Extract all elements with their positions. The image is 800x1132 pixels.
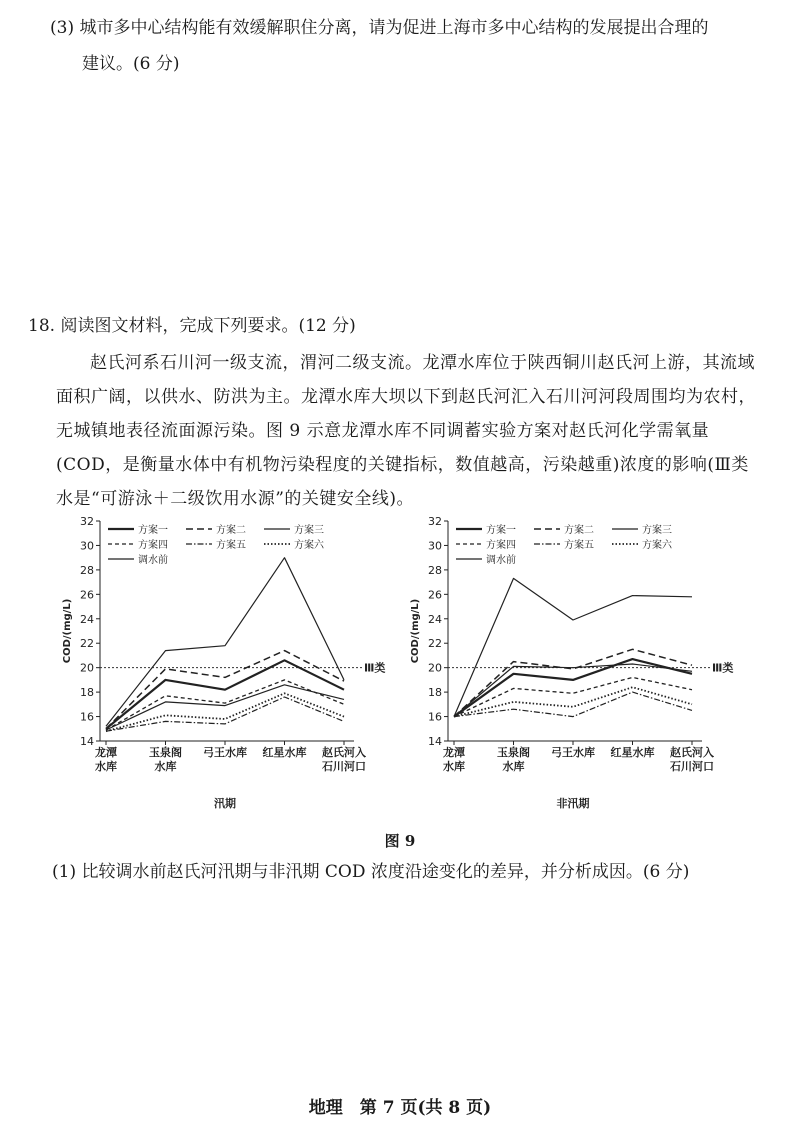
x-tick-label: 水库 [443, 760, 465, 773]
series-line [454, 692, 692, 717]
x-axis-label: 汛期 [214, 797, 236, 810]
legend-label: 方案五 [216, 540, 246, 551]
y-tick-label: 14 [80, 735, 94, 748]
x-tick-label: 红星水库 [610, 746, 655, 759]
class-III-label: Ⅲ类 [364, 661, 386, 675]
y-tick-label: 22 [80, 637, 94, 651]
y-axis-label: COD/(mg/L) [62, 598, 73, 664]
x-tick-label: 水库 [502, 760, 525, 773]
question-3 [50, 10, 760, 82]
legend-label: 方案六 [294, 540, 324, 551]
legend-label: 方案二 [216, 525, 246, 536]
x-tick-label: 弓王水库 [551, 746, 595, 759]
x-tick-label: 水库 [154, 760, 177, 773]
legend-label: 方案六 [642, 540, 672, 551]
y-tick-label: 18 [428, 686, 442, 700]
y-tick-label: 28 [80, 563, 94, 577]
question-3-line2: 建议。(6 分) [82, 54, 180, 74]
x-tick-label: 赵氏河入 [322, 746, 366, 759]
question-18-title: 18. 阅读图文材料，完成下列要求。(12 分) [28, 316, 356, 336]
x-tick-label: 红星水库 [262, 746, 307, 759]
y-tick-label: 18 [80, 686, 94, 700]
x-tick-label: 玉泉阁 [497, 746, 530, 759]
y-axis-label: COD/(mg/L) [410, 598, 421, 664]
question-3-line1: (3) 城市多中心结构能有效缓解职住分离，请为促进上海市多中心结构的发展提出合理的 [50, 18, 709, 38]
page-footer: 地理 第 7 页(共 8 页) [308, 1098, 492, 1118]
legend-label: 方案五 [564, 540, 594, 551]
question-18-paragraph: 赵氏河系石川河一级支流，渭河二级支流。龙潭水库位于陕西铜川赵氏河上游，其流域面积广阔，以供水、防洪为主。龙潭水库大坝以下到赵氏河汇入石川河河段周围均为农村，无城镇地表径流面源污染。图 9 示意龙潭水库不同调蓄实验方案对赵氏河化学需氧量(COD，是衡量水体中有机物污染程度的关键指标，数值越高，污染越重)浓度的影响(Ⅲ类水是“可游泳＋二级饮用水源”的关键安全线)。 [56, 353, 756, 509]
class-III-label: Ⅲ类 [712, 661, 734, 675]
series-line [106, 558, 344, 727]
y-tick-label: 16 [80, 710, 94, 724]
figure-9-charts [40, 505, 760, 825]
legend-label: 方案三 [642, 525, 672, 536]
y-tick-label: 30 [428, 539, 442, 553]
x-axis-label: 非汛期 [556, 797, 590, 810]
series-line [106, 660, 344, 729]
y-tick-label: 14 [428, 735, 442, 748]
y-tick-label: 28 [428, 563, 442, 577]
y-tick-label: 32 [428, 515, 442, 528]
y-tick-label: 32 [80, 515, 94, 528]
y-tick-label: 26 [428, 588, 442, 602]
x-tick-label: 石川河口 [670, 760, 714, 773]
legend-label: 方案三 [294, 525, 324, 536]
y-tick-label: 16 [428, 710, 442, 724]
y-tick-label: 30 [80, 539, 94, 553]
x-tick-label: 赵氏河入 [670, 746, 714, 759]
legend-label: 方案二 [564, 525, 594, 536]
x-tick-label: 石川河口 [322, 760, 366, 773]
legend-label: 方案四 [486, 540, 516, 551]
y-tick-label: 24 [80, 612, 94, 626]
x-tick-label: 玉泉阁 [149, 746, 182, 759]
legend-label: 调水前 [138, 555, 168, 566]
y-tick-label: 22 [428, 637, 442, 651]
question-18-sub1: (1) 比较调水前赵氏河汛期与非汛期 COD 浓度沿途变化的差异，并分析成因。(6 分) [52, 862, 690, 882]
y-tick-label: 20 [428, 661, 442, 675]
x-tick-label: 龙潭 [443, 746, 465, 759]
x-tick-label: 龙潭 [95, 746, 117, 759]
y-tick-label: 24 [428, 612, 442, 626]
series-line [106, 680, 344, 730]
legend-label: 调水前 [486, 555, 516, 566]
figure-caption: 图 9 [384, 832, 416, 850]
y-tick-label: 26 [80, 588, 94, 602]
x-tick-label: 弓王水库 [203, 746, 247, 759]
x-tick-label: 水库 [95, 760, 117, 773]
legend-label: 方案一 [486, 525, 516, 536]
y-tick-label: 20 [80, 661, 94, 675]
series-line [454, 578, 692, 716]
legend-label: 方案一 [138, 525, 168, 536]
figure-9 [40, 505, 760, 825]
legend-label: 方案四 [138, 540, 168, 551]
